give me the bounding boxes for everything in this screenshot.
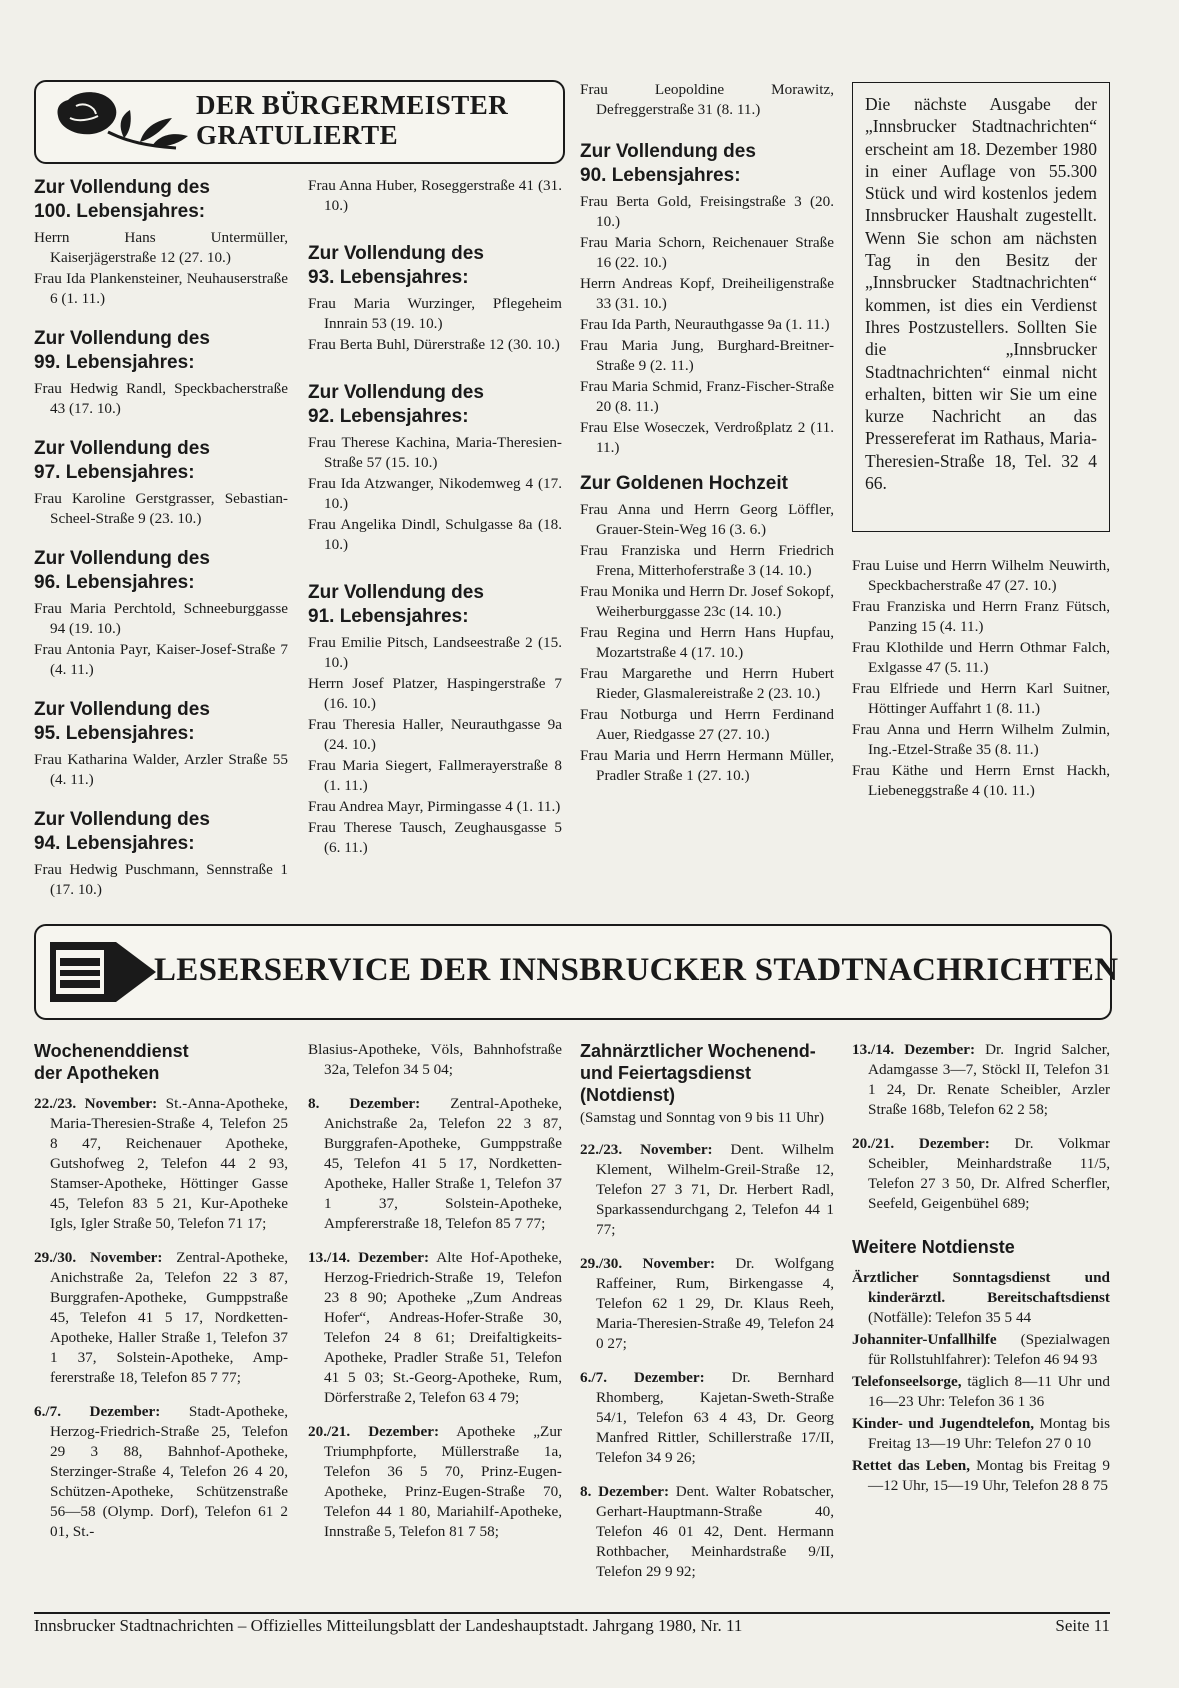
list-item: Frau Maria Schmid, Franz-Fischer-Straße 20 (8. 11.) xyxy=(580,378,834,415)
list-item: Frau Maria und Herrn Hermann Müller, Pradler Straße 1 (27. 10.) xyxy=(580,747,834,784)
section-heading-line1: Zur Vollendung des xyxy=(34,438,210,459)
list-item: Frau Anna und Herrn Georg Löffler, Grauer-Stein-Weg 16 (3. 6.) xyxy=(580,501,834,538)
list-item: Frau Monika und Herrn Dr. Josef Sokopf, Weiherburggasse 23c (14. 10.) xyxy=(580,583,834,620)
list-item: Frau Maria Siegert, Fallmerayerstraße 8 (1. 11.) xyxy=(308,757,562,794)
list-item: Frau Leopoldine Morawitz, Defreggerstraße 31 (8. 11.) xyxy=(580,81,834,118)
age-section xyxy=(580,140,834,458)
list-item: Frau Margarethe und Herrn Hubert Rieder, Glasmalereistraße 2 (23. 10.) xyxy=(580,665,834,702)
service-item xyxy=(852,1330,1110,1370)
list-item: Frau Franziska und Herrn Franz Fütsch, Panzing 15 (4. 11.) xyxy=(852,598,1110,635)
column-4 xyxy=(852,82,1110,802)
list-item: Frau Franziska und Herrn Friedrich Frena, Mitterhoferstraße 3 (14. 10.) xyxy=(580,542,834,579)
golden-heading: Zur Goldenen Hochzeit xyxy=(580,473,788,494)
list-item: Frau Theresia Haller, Neurauthgasse 9a (24. 10.) xyxy=(308,716,562,753)
section-heading-line2: 96. Lebensjahres: xyxy=(34,572,195,593)
list-item: Frau Anna und Herrn Wilhelm Zulmin, Ing.-Etzel-Straße 35 (8. 11.) xyxy=(852,721,1110,758)
section-heading xyxy=(34,176,288,224)
service-item xyxy=(852,1414,1110,1454)
service-text: Alte Hof-Apotheke, Herzog-Friedrich-Straße 19, Telefon 23 8 90; Apotheke „Zum Andreas Hofer“, Andreas-Hofer-Straße 30, Telefon 24 8 61; Dreifaltigkeits-Apotheke, Pradler Straße 51, Telefon 41 5 03; St.-Georg-Apotheke, Rum, Dörferstraße 2, Telefon 63 4 79; xyxy=(324,1249,562,1406)
section-heading-line1: Zur Vollendung des xyxy=(34,177,210,198)
service-text: Dr. Volkmar Scheibler, Meinhardstraße 11/5, Telefon 27 3 50, Dr. Alfred Scherfler, Seefeld, Geigenbühel 689; xyxy=(868,1135,1110,1212)
age-section xyxy=(34,808,288,900)
apotheken-heading-line2: der Apotheken xyxy=(34,1063,160,1083)
footer-rule xyxy=(34,1612,1110,1614)
section-heading-line2: 90. Lebensjahres: xyxy=(580,165,741,186)
service-text: Dr. Bernhard Rhomberg, Kajetan-Sweth-Straße 54/1, Telefon 63 4 43, Dr. Georg Manfred Rittler, Schillerstraße 17/II, Telefon 34 9 26; xyxy=(596,1369,834,1466)
section-heading xyxy=(34,327,288,375)
zahn-column-3 xyxy=(580,1040,834,1596)
banner-buergermeister xyxy=(34,80,565,164)
service-label: Ärztlicher Sonntagsdienst und kinderärztl. Bereitschaftsdienst xyxy=(852,1269,1110,1306)
age-section xyxy=(34,327,288,419)
service-item xyxy=(34,1248,288,1388)
service-label: 22./23. November: xyxy=(580,1141,713,1158)
service-item xyxy=(308,1422,562,1542)
service-text: Dr. Wolfgang Raffeiner, Rum, Birkengasse 4, Telefon 62 1 29, Dr. Klaus Reeh, Maria-Theresien-Straße 49, Telefon 24 0 27; xyxy=(596,1255,834,1352)
column-2 xyxy=(308,176,562,884)
service-text: (Spezialwagen für Rollstuhlfahrer): Telefon 46 94 93 xyxy=(868,1331,1110,1368)
age-section xyxy=(34,698,288,790)
list-item: Frau Antonia Payr, Kaiser-Josef-Straße 7 (4. 11.) xyxy=(34,641,288,678)
service-label: 6./7. Dezember: xyxy=(34,1403,161,1420)
service-item xyxy=(580,1254,834,1354)
age-section xyxy=(308,242,562,355)
footer xyxy=(34,1616,1110,1636)
section-heading xyxy=(308,242,562,290)
list-item: Frau Maria Jung, Burghard-Breitner-Straße 9 (2. 11.) xyxy=(580,337,834,374)
section-heading xyxy=(34,698,288,746)
list-item: Frau Angelika Dindl, Schulgasse 8a (18. 10.) xyxy=(308,516,562,553)
list-item: Frau Therese Kachina, Maria-Theresien-Straße 57 (15. 10.) xyxy=(308,434,562,471)
section-heading-line2: 92. Lebensjahres: xyxy=(308,406,469,427)
service-item xyxy=(580,1368,834,1468)
list-item: Frau Maria Perchtold, Schneeburggasse 94 (19. 10.) xyxy=(34,600,288,637)
section-heading-line1: Zur Vollendung des xyxy=(308,243,484,264)
banner-title-line2: GRATULIERTE xyxy=(196,120,399,150)
service-text: Zentral-Apotheke, Anichstraße 2a, Telefon 22 3 87, Burggrafen-Apotheke, Gumppstraße 45, Telefon 41 5 17, Nordketten-Apotheke, Haller Straße 1, Telefon 37 1 37, Solstein-Apotheke, Ampfererstraße 18, Telefon 85 7 77; xyxy=(50,1249,288,1386)
service-item xyxy=(852,1456,1110,1496)
zahn-heading: Zahnärztlicher Wochenend- und Feiertagsdienst (Notdienst) xyxy=(580,1041,816,1105)
list-item: Frau Therese Tausch, Zeughausgasse 5 (6. 11.) xyxy=(308,819,562,856)
notice-box: Die nächste Ausgabe der „Innsbrucker Stadtnachrichten“ erscheint am 18. Dezember 1980 in einer Auflage von 55.300 Stück und wird kostenlos jedem Innsbrucker Haushalt zugestellt. Wenn Sie schon am nächsten Tag in den Besitz der „Innsbrucker Stadtnachrichten“ kommen, ist dies ein Verdienst Ihres Postzustellers. Sollten Sie die „Innsbrucker Stadtnachrichten“ einmal nicht erhalten, bitten wir Sie um eine kurze Nachricht an das Pressereferat im Rathaus, Maria-Theresien-Straße 18, Tel. 32 4 66. xyxy=(852,82,1110,532)
section-heading-line1: Zur Vollendung des xyxy=(308,382,484,403)
apotheken-heading xyxy=(34,1040,288,1084)
age-section xyxy=(34,437,288,529)
list-item: Frau Ida Atzwanger, Nikodemweg 4 (17. 10.) xyxy=(308,475,562,512)
column-1 xyxy=(34,176,288,918)
section-heading-line2: 91. Lebensjahres: xyxy=(308,606,469,627)
service-item xyxy=(580,1140,834,1240)
age-section xyxy=(34,176,288,309)
zahn-column-4 xyxy=(852,1040,1110,1498)
section-heading-line1: Zur Vollendung des xyxy=(34,809,210,830)
apotheken-heading-line1: Wochenenddienst xyxy=(34,1041,189,1061)
service-text: Dr. Ingrid Salcher, Adamgasse 3—7, Stöckl II, Telefon 31 1 24, Dr. Renate Scheibler, Arzler Straße 168b, Telefon 62 2 58; xyxy=(868,1041,1110,1118)
list-item: Frau Berta Gold, Freisingstraße 3 (20. 10.) xyxy=(580,193,834,230)
list-item: Frau Katharina Walder, Arzler Straße 55 (4. 11.) xyxy=(34,751,288,788)
page-number: Seite 11 xyxy=(1055,1616,1110,1635)
section-heading xyxy=(34,808,288,856)
rose-icon xyxy=(48,88,198,154)
service-item xyxy=(34,1402,288,1542)
section-heading-line2: 99. Lebensjahres: xyxy=(34,352,195,373)
service-item xyxy=(34,1094,288,1234)
list-item: Frau Luise und Herrn Wilhelm Neuwirth, Speckbacherstraße 47 (27. 10.) xyxy=(852,557,1110,594)
list-item: Herrn Hans Untermüller, Kaiserjägerstraße 12 (27. 10.) xyxy=(34,229,288,266)
list-item: Frau Karoline Gerstgrasser, Sebastian-Scheel-Straße 9 (23. 10.) xyxy=(34,490,288,527)
list-item: Frau Berta Buhl, Dürerstraße 12 (30. 10.) xyxy=(308,336,560,353)
service-item xyxy=(308,1094,562,1234)
service-item xyxy=(308,1248,562,1408)
service-item xyxy=(580,1482,834,1582)
service-label: 13./14. Dezember: xyxy=(852,1041,976,1058)
service-text: St.-Anna-Apotheke, Maria-Theresien-Straße 4, Telefon 25 8 47, Reichenauer Apotheke, Gutshofweg 2, Telefon 44 2 93, Stamser-Apotheke, Höttinger Gasse 45, Telefon 83 5 21, Kur-Apotheke Igls, Igler Straße 50, Telefon 71 17; xyxy=(50,1095,288,1232)
service-label: Telefonseelsorge, xyxy=(852,1373,962,1390)
list-item: Frau Regina und Herrn Hans Hupfau, Mozartstraße 4 (17. 10.) xyxy=(580,624,834,661)
service-item xyxy=(852,1040,1110,1120)
service-text: Dent. Walter Robatscher, Gerhart-Hauptmann-Straße 40, Telefon 46 01 42, Dent. Hermann Rothbacher, Meinhardstraße 9/II, Telefon 29 9 92; xyxy=(596,1483,834,1580)
section-heading xyxy=(308,381,562,429)
service-label: 20./21. Dezember: xyxy=(308,1423,440,1440)
service-label: 8. Dezember: xyxy=(308,1095,421,1112)
service-label: 6./7. Dezember: xyxy=(580,1369,705,1386)
list-item: Frau Notburga und Herrn Ferdinand Auer, Riedgasse 27 (27. 10.) xyxy=(580,706,834,743)
banner-leserservice xyxy=(34,924,1119,1020)
list-item: Frau Hedwig Puschmann, Sennstraße 1 (17. 10.) xyxy=(34,861,288,898)
service-item xyxy=(852,1134,1110,1214)
section-heading-line1: Zur Vollendung des xyxy=(308,582,484,603)
service-label: 29./30. November: xyxy=(580,1255,716,1272)
section-heading-line2: 93. Lebensjahres: xyxy=(308,267,469,288)
pencil-icon xyxy=(46,938,162,1006)
age-section xyxy=(308,581,562,858)
section-heading-line2: 95. Lebensjahres: xyxy=(34,723,195,744)
service-label: 29./30. November: xyxy=(34,1249,163,1266)
list-item: Herrn Josef Platzer, Haspingerstraße 7 (16. 10.) xyxy=(308,675,562,712)
service-label: 13./14. Dezember: xyxy=(308,1249,430,1266)
list-item: Frau Ida Parth, Neurauthgasse 9a (1. 11.) xyxy=(580,316,830,333)
list-item: Frau Emilie Pitsch, Landseestraße 2 (15. 10.) xyxy=(308,634,562,671)
banner2-title: LESERSERVICE DER INNSBRUCKER STADTNACHRICHTEN xyxy=(154,952,1119,988)
list-item: Frau Anna Huber, Roseggerstraße 41 (31. 10.) xyxy=(308,177,562,214)
age-section xyxy=(308,381,562,555)
list-item: Herrn Andreas Kopf, Dreiheiligenstraße 33 (31. 10.) xyxy=(580,275,834,312)
list-item: Blasius-Apotheke, Völs, Bahnhofstraße 32a, Telefon 34 5 04; xyxy=(308,1041,562,1078)
column-3 xyxy=(580,80,834,787)
list-item: Frau Käthe und Herrn Ernst Hackh, Liebeneggstraße 4 (10. 11.) xyxy=(852,762,1110,799)
age-section xyxy=(34,547,288,680)
section-heading-line1: Zur Vollendung des xyxy=(580,141,756,162)
section-heading-line1: Zur Vollendung des xyxy=(34,699,210,720)
section-heading xyxy=(34,437,288,485)
service-text: Montag bis Freitag 13—19 Uhr: Telefon 27 0 10 xyxy=(868,1415,1110,1452)
zahn-subheading: (Samstag und Sonntag von 9 bis 11 Uhr) xyxy=(580,1110,825,1126)
footer-text: Innsbrucker Stadtnachrichten – Offizielles Mitteilungsblatt der Landeshauptstadt. Jahrgang 1980, Nr. 11 xyxy=(34,1616,743,1635)
list-item: Frau Hedwig Randl, Speckbacherstraße 43 (17. 10.) xyxy=(34,380,288,417)
service-text: Apotheke „Zur Triumphpforte, Müllerstraße 1a, Telefon 36 5 70, Prinz-Eugen-Apotheke, Prinz-Eugen-Straße 70, Telefon 44 1 80, Mariahilf-Apotheke, Innstraße 5, Telefon 81 7 58; xyxy=(324,1423,562,1540)
section-heading xyxy=(34,547,288,595)
notdienste-heading: Weitere Notdienste xyxy=(852,1237,1015,1257)
list-item: Frau Maria Wurzinger, Pflegeheim Innrain 53 (19. 10.) xyxy=(308,295,562,332)
service-text: Dent. Wilhelm Klement, Wilhelm-Greil-Straße 12, Telefon 27 3 71, Dr. Herbert Radl, Sparkassendurchgang 2, Telefon 44 1 77; xyxy=(596,1141,834,1238)
list-item: Frau Elfriede und Herrn Karl Suitner, Höttinger Auffahrt 1 (8. 11.) xyxy=(852,680,1110,717)
service-text: Zentral-Apotheke, Anichstraße 2a, Telefon 22 3 87, Burggrafen-Apotheke, Gumppstraße 45, Telefon 41 5 17, Nordketten-Apotheke, Haller Straße 1, Telefon 37 1 37, Solstein-Apotheke, Ampfererstraße 18, Telefon 85 7 77; xyxy=(324,1095,562,1232)
banner-title-line1: DER BÜRGERMEISTER xyxy=(196,90,509,120)
list-item: Frau Else Woseczek, Verdroßplatz 2 (11. 11.) xyxy=(580,419,834,456)
service-text: täglich 8—11 Uhr und 16—23 Uhr: Telefon 36 1 36 xyxy=(868,1373,1110,1410)
section-heading-line1: Zur Vollendung des xyxy=(34,328,210,349)
list-item: Frau Klothilde und Herrn Othmar Falch, Exlgasse 47 (5. 11.) xyxy=(852,639,1110,676)
list-item: Frau Maria Schorn, Reichenauer Straße 16 (22. 10.) xyxy=(580,234,834,271)
service-label: 22./23. November: xyxy=(34,1095,158,1112)
apotheken-column-1 xyxy=(34,1040,288,1556)
service-label: Rettet das Leben, xyxy=(852,1457,971,1474)
service-text: (Notfälle): Telefon 35 5 44 xyxy=(868,1309,1032,1326)
service-label: Johanniter-Unfallhilfe xyxy=(852,1331,997,1348)
section-heading xyxy=(308,581,562,629)
service-item xyxy=(852,1268,1110,1328)
section-heading xyxy=(580,140,834,188)
section-heading-line2: 94. Lebensjahres: xyxy=(34,833,195,854)
service-item xyxy=(852,1372,1110,1412)
service-label: 8. Dezember: xyxy=(580,1483,669,1500)
service-text: Stadt-Apotheke, Herzog-Friedrich-Straße 25, Telefon 29 3 88, Bahnhof-Apotheke, Sterzinger-Straße 4, Telefon 26 4 20, Schützen-Apotheke, Schützenstraße 56—58 (Olymp. Dorf), Telefon 61 2 01, St.- xyxy=(50,1403,288,1540)
list-item: Frau Ida Plankensteiner, Neuhauserstraße 6 (1. 11.) xyxy=(34,270,288,307)
list-item: Frau Andrea Mayr, Pirmingasse 4 (1. 11.) xyxy=(308,798,561,815)
section-heading-line2: 97. Lebensjahres: xyxy=(34,462,195,483)
service-text: Montag bis Freitag 9—12 Uhr, 15—19 Uhr, Telefon 28 8 75 xyxy=(868,1457,1110,1494)
section-heading-line2: 100. Lebensjahres: xyxy=(34,201,206,222)
apotheken-column-2 xyxy=(308,1040,562,1556)
section-heading-line1: Zur Vollendung des xyxy=(34,548,210,569)
service-label: 20./21. Dezember: xyxy=(852,1135,990,1152)
service-label: Kinder- und Jugendtelefon, xyxy=(852,1415,1035,1432)
